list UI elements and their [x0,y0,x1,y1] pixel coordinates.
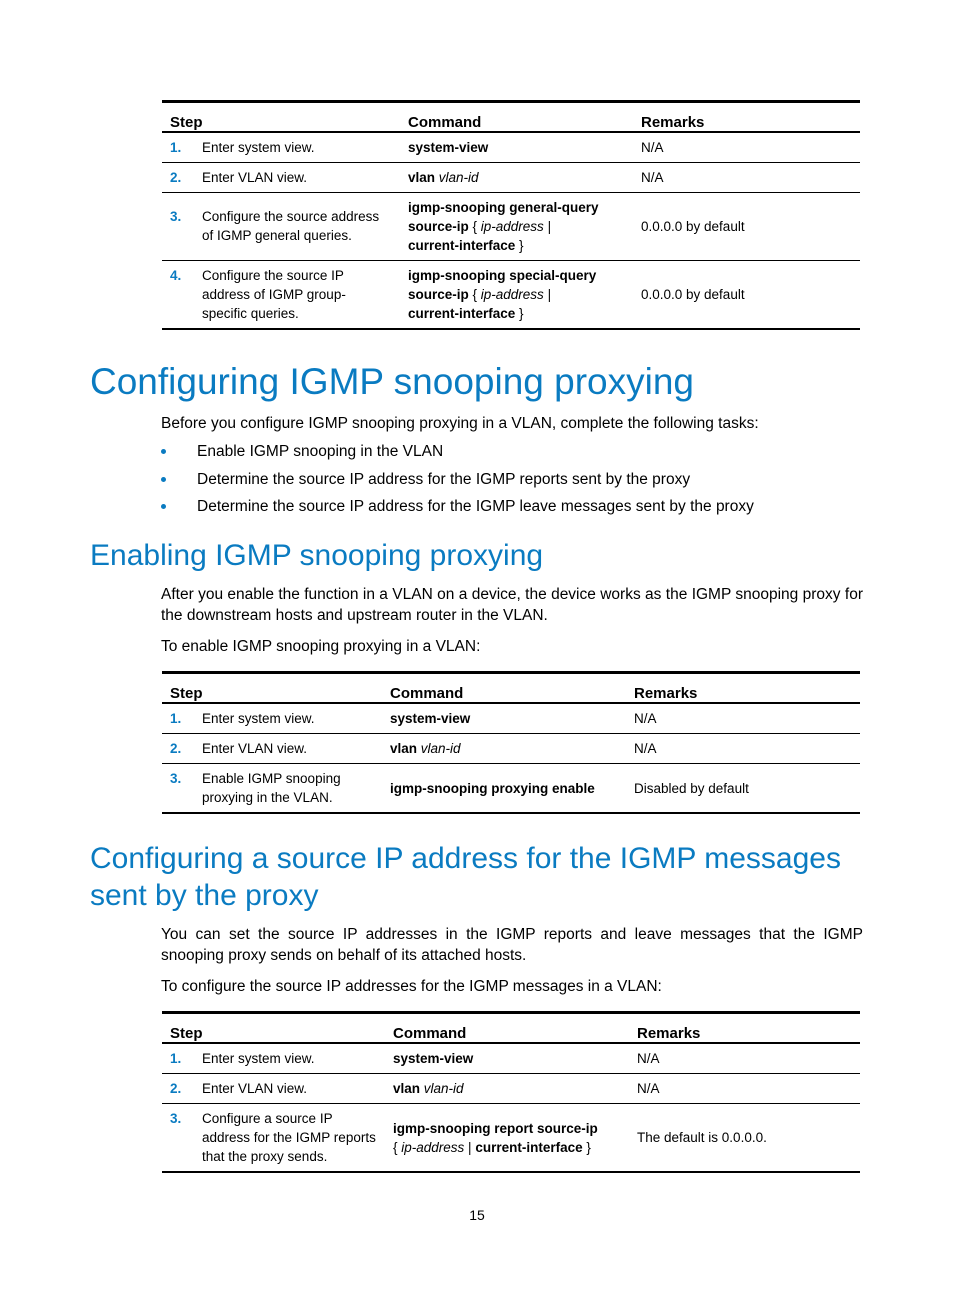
command-keyword: igmp-snooping proxying enable [390,780,595,796]
table-row [162,261,860,330]
step-cell [162,132,400,163]
step-cell [162,1074,385,1104]
command-cell [400,132,633,163]
table-row [162,193,860,261]
step-text: Enter system view. [202,711,315,726]
list-item-text: Enable IGMP snooping in the VLAN [197,443,444,460]
step-text: Configure the source address of IGMP general queries. [202,209,380,243]
header-remarks: Remarks [633,102,860,133]
command-arg: vlan-id [420,741,461,756]
remarks-cell: N/A [633,163,860,193]
table-row [162,163,860,193]
step-number: 2. [170,741,182,756]
command-keyword: current-interface [408,238,516,253]
remarks-cell: 0.0.0.0 by default [633,193,860,261]
command-keyword: igmp-snooping special-query [408,268,597,283]
section2-para1: After you enable the function in a VLAN on a device, the device works as the IGMP snooping proxy for the downstream hosts and upstream router in the VLAN. [161,586,863,624]
step-number: 3. [170,209,182,224]
prerequisite-list [161,441,754,524]
command-cell: igmp-snooping report source-ip { ip-address | current-interface } [393,1120,598,1155]
table-enable-proxying [162,671,860,814]
header-command: Command [382,673,626,704]
header-step: Step [162,102,400,133]
table-row [162,1074,860,1104]
step-text: Configure the source IP address of IGMP group-specific queries. [202,268,346,321]
step-number: 1. [170,1051,182,1066]
step-cell [162,764,382,814]
step-text: Enter system view. [202,140,315,155]
command-keyword: system-view [393,1051,474,1066]
step-cell [162,261,400,330]
header-command: Command [400,102,633,133]
heading-configuring-igmp-snooping-proxying: Configuring IGMP snooping proxying [90,361,694,402]
list-item [161,441,754,469]
command-cell [400,163,633,193]
command-arg: vlan-id [423,1081,464,1096]
command-cell [385,1043,629,1074]
list-item [161,469,754,497]
section3-para2: To configure the source IP addresses for the IGMP messages in a VLAN: [161,978,662,995]
page-number: 15 [469,1207,485,1223]
command-cell [385,1074,629,1104]
table-source-ip-messages [162,1011,860,1173]
remarks-cell: 0.0.0.0 by default [641,287,745,302]
command-cell [382,703,626,734]
list-item-text: Determine the source IP address for the IGMP reports sent by the proxy [197,470,691,488]
command-cell [382,764,626,814]
step-text: Enter VLAN view. [202,1081,308,1096]
remarks-cell: N/A [633,132,860,163]
command-keyword: source-ip [408,219,469,234]
table-row [162,132,860,163]
table-header-row [162,1013,860,1044]
command-keyword: vlan [393,1081,421,1096]
step-cell [162,1043,385,1074]
heading-enabling-igmp-snooping-proxying: Enabling IGMP snooping proxying [90,539,544,572]
step-number: 2. [170,1081,182,1096]
remarks-cell: N/A [629,1043,860,1074]
heading-configuring-source-ip-address: Configuring a source IP address for the IGMP messages sent by the proxy [90,842,841,912]
step-text: Enter VLAN view. [202,741,308,756]
table-header-row [162,102,860,133]
header-remarks: Remarks [626,673,860,704]
table-header-row [162,673,860,704]
table-row [162,1043,860,1074]
header-step: Step [162,1013,385,1044]
command-keyword: source-ip [408,287,469,302]
step-cell [162,703,382,734]
remarks-cell: N/A [629,1074,860,1104]
step-text: Enter system view. [202,1051,315,1066]
step-number: 1. [170,711,182,726]
step-text: Enter VLAN view. [202,170,308,185]
command-arg: vlan-id [438,170,479,185]
step-number: 4. [170,268,182,283]
section3-para1: You can set the source IP addresses in the IGMP reports and leave messages that the IGMP snooping proxy sends on behalf of its attached hosts. [161,926,863,964]
bullet-icon [161,449,166,454]
step-cell [162,163,400,193]
command-keyword: current-interface [475,1139,583,1155]
table-source-address-queries [162,100,860,330]
step-number: 1. [170,140,182,155]
bullet-icon [161,504,166,509]
step-number: 3. [170,1111,182,1126]
remarks-cell: N/A [626,703,860,734]
command-keyword: system-view [390,711,471,726]
remarks-cell: N/A [626,734,860,764]
command-keyword: vlan [390,741,418,756]
step-cell [162,1104,385,1173]
command-cell: igmp-snooping general-query source-ip { ip-address | current-interface } [400,193,633,261]
step-text: Enable IGMP snooping proxying in the VLAN. [202,771,341,805]
step-text: Configure a source IP address for the IGMP reports that the proxy sends. [202,1111,376,1164]
step-number: 3. [170,771,182,786]
command-arg: ip-address [401,1139,465,1155]
command-arg: ip-address [480,287,544,302]
command-keyword: system-view [408,140,489,155]
remarks-cell: Disabled by default [634,780,749,796]
table-row [162,764,860,814]
header-command: Command [385,1013,629,1044]
table-row [162,734,860,764]
list-item-text: Determine the source IP address for the IGMP leave messages sent by the proxy [197,498,754,515]
header-remarks: Remarks [629,1013,860,1044]
table-row [162,703,860,734]
remarks-cell: The default is 0.0.0.0. [637,1130,767,1145]
section2-para2: To enable IGMP snooping proxying in a VLAN: [161,638,481,655]
command-keyword: current-interface [408,306,516,321]
command-keyword: igmp-snooping general-query [408,200,599,215]
header-step: Step [162,673,382,704]
command-arg: ip-address [480,219,544,234]
step-number: 2. [170,170,182,185]
command-keyword: igmp-snooping report source-ip [393,1120,598,1136]
step-cell [162,193,400,261]
step-cell [162,734,382,764]
list-item [161,496,754,524]
bullet-icon [161,477,166,482]
command-cell [382,734,626,764]
command-keyword: vlan [408,170,436,185]
command-cell: igmp-snooping special-query source-ip { ip-address | current-interface } [408,268,597,321]
section1-intro: Before you configure IGMP snooping proxying in a VLAN, complete the following tasks: [161,415,759,432]
table-row [162,1104,860,1173]
